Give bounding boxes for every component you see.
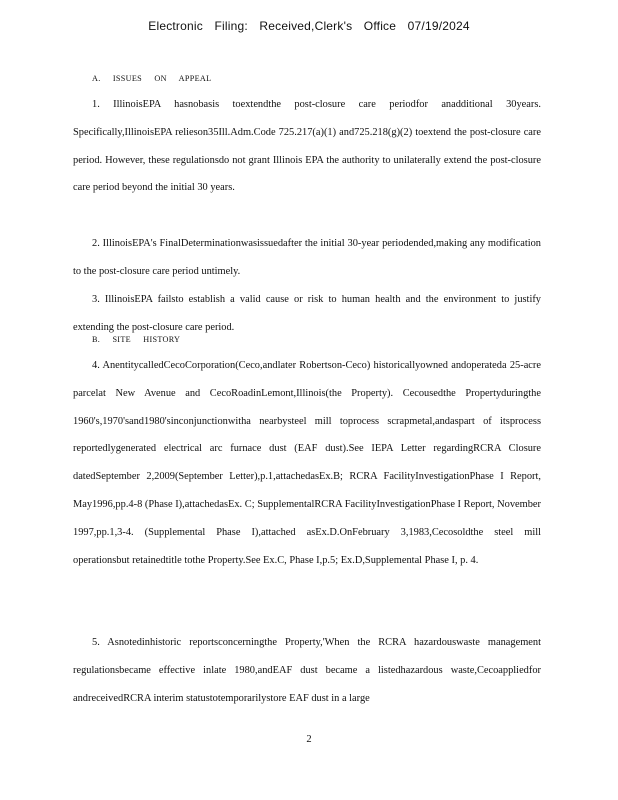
paragraph-5: 5. Asnotedinhistoric reportsconcerningthe Property,'When the RCRA hazardouswaste management regulationsbecame effective inlate 1980,andEAF dust became a listedhazardous waste,Cecoappliedfor andreceivedRCRA interim statustotemporarilystore EAF dust in a large [73, 637, 541, 704]
paragraph-2: 2. IllinoisEPA's FinalDeterminationwasissuedafter the initial 30-year periodended,making any modification to the post-closure care period untimely. [73, 238, 541, 277]
electronic-filing-header: Electronic Filing: Received,Clerk's Office 07/19/2024 [148, 19, 470, 33]
page-number: 2 [306, 734, 312, 745]
section-heading-site-history: B. SITE HISTORY [92, 335, 181, 344]
paragraph-3: 3. IllinoisEPA failsto establish a valid cause or risk to human health and the environment to justify extending the post-closure care period. [73, 294, 541, 333]
paragraph-4: 4. AnentitycalledCecoCorporation(Ceco,andlater Robertson-Ceco) historicallyowned andoperateda 25-acre parcelat New Avenue and CecoRoadinLemont,Illinois(the Property). Cecousedthe Propertyduringthe 1960's,1970'sand1980'sinconjunctionwitha nearbysteel mill toprocess scrapmetal,andaspart of itsprocess reportedlygenerated electrical arc furnace dust (EAF dust).See IEPA Letter regardingRCRA Closure datedSeptember 2,2009(September Letter),p.1,attachedasEx.B; RCRA FacilityInvestigationPhase I Report, May1996,pp.4-8 (Phase I),attachedasEx. C; SupplementalRCRA FacilityInvestigationPhase I Report, November 1997,pp.1,3-4. (Supplemental Phase I),attached asEx.D.OnFebruary 3,1983,Cecosoldthe steel mill operationsbut retainedtitle tothe Property.See Ex.C, Phase I,p.5; Ex.D,Supplemental Phase I, p. 4. [73, 360, 541, 566]
paragraph-1: 1. IllinoisEPA hasnobasis toextendthe post-closure care periodfor anadditional 30years. Specifically,IllinoisEPA relieson35Ill.Adm.Code 725.217(a)(1) and725.218(g)(2) toextend the post-closure care period. However, these regulationsdo not grant Illinois EPA the authority to unilaterally extend the post-closure care period beyond the initial 30 years. [73, 99, 541, 194]
section-heading-issues-on-appeal: A. ISSUES ON APPEAL [92, 74, 212, 83]
